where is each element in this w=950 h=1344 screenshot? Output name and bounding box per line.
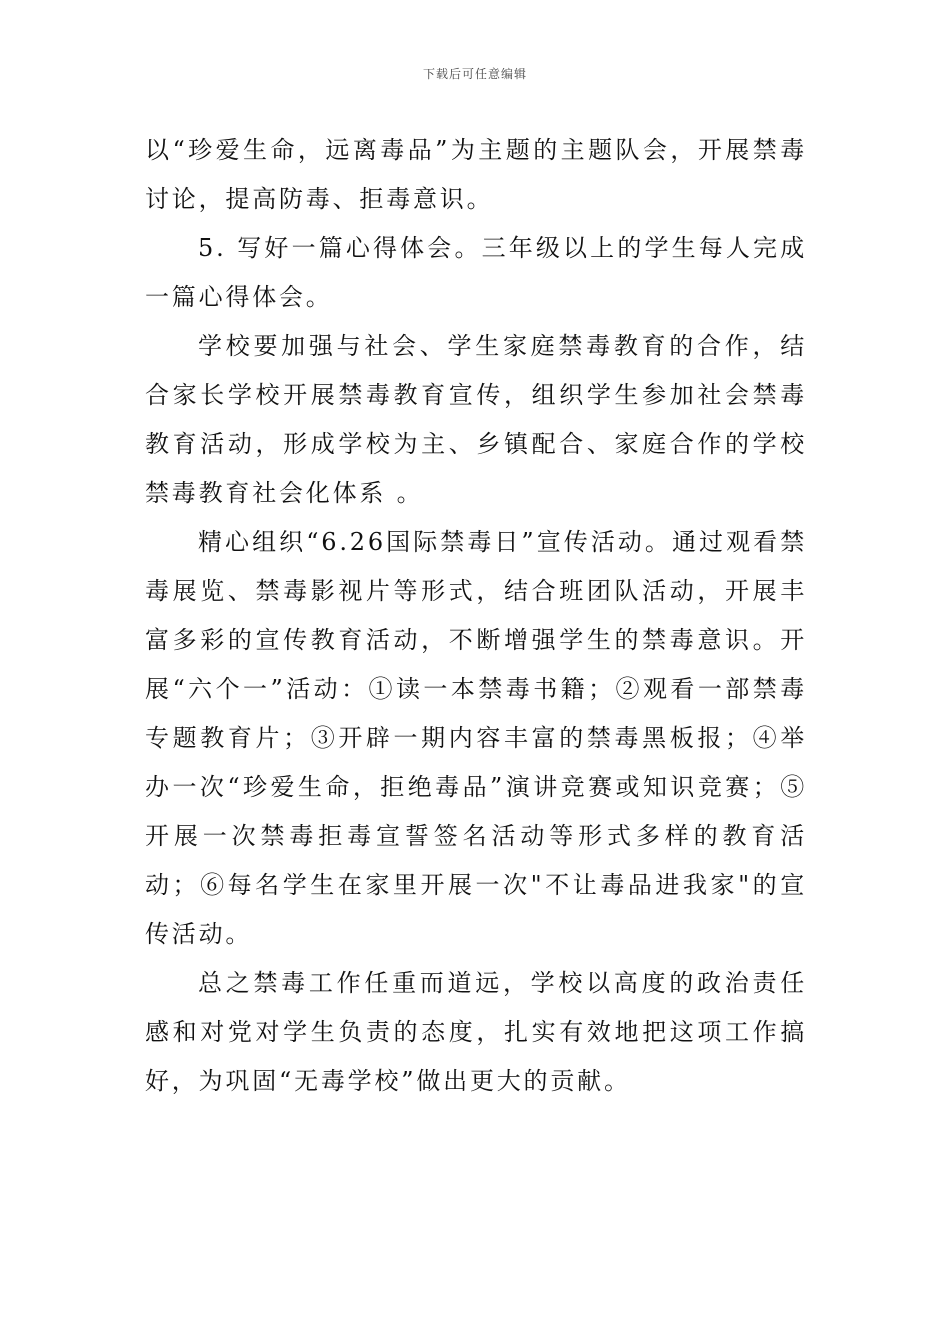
document-body xyxy=(145,126,807,1106)
paragraph-anti-drug-day: 精心组织“6.26国际禁毒日”宣传活动。通过观看禁毒展览、禁毒影视片等形式，结合班团队活动，开展丰富多彩的宣传教育活动，不断增强学生的禁毒意识。开展“六个一”活动：①读一本禁毒书籍；②观看一部禁毒专题教育片；③开辟一期内容丰富的禁毒黑板报；④举办一次“珍爱生命，拒绝毒品”演讲竞赛或知识竞赛；⑤开展一次禁毒拒毒宣誓签名活动等形式多样的教育活动；⑥每名学生在家里开展一次"不让毒品进我家"的宣传活动。 xyxy=(145,528,807,948)
paragraph-theme-meeting: 以“珍爱生命，远离毒品”为主题的主题队会，开展禁毒讨论，提高防毒、拒毒意识。 xyxy=(145,136,807,213)
paragraph-reflection: 5. 写好一篇心得体会。三年级以上的学生每人完成一篇心得体会。 xyxy=(145,234,807,311)
paragraph-cooperation: 学校要加强与社会、学生家庭禁毒教育的合作，结合家长学校开展禁毒教育宣传，组织学生参加社会禁毒教育活动，形成学校为主、乡镇配合、家庭合作的学校禁毒教育社会化体系 。 xyxy=(145,332,807,507)
paragraph-conclusion: 总之禁毒工作任重而道远，学校以高度的政治责任感和对党对学生负责的态度，扎实有效地把这项工作搞好，为巩固“无毒学校”做出更大的贡献。 xyxy=(145,969,807,1095)
header-note: 下载后可任意编辑 xyxy=(422,67,527,81)
